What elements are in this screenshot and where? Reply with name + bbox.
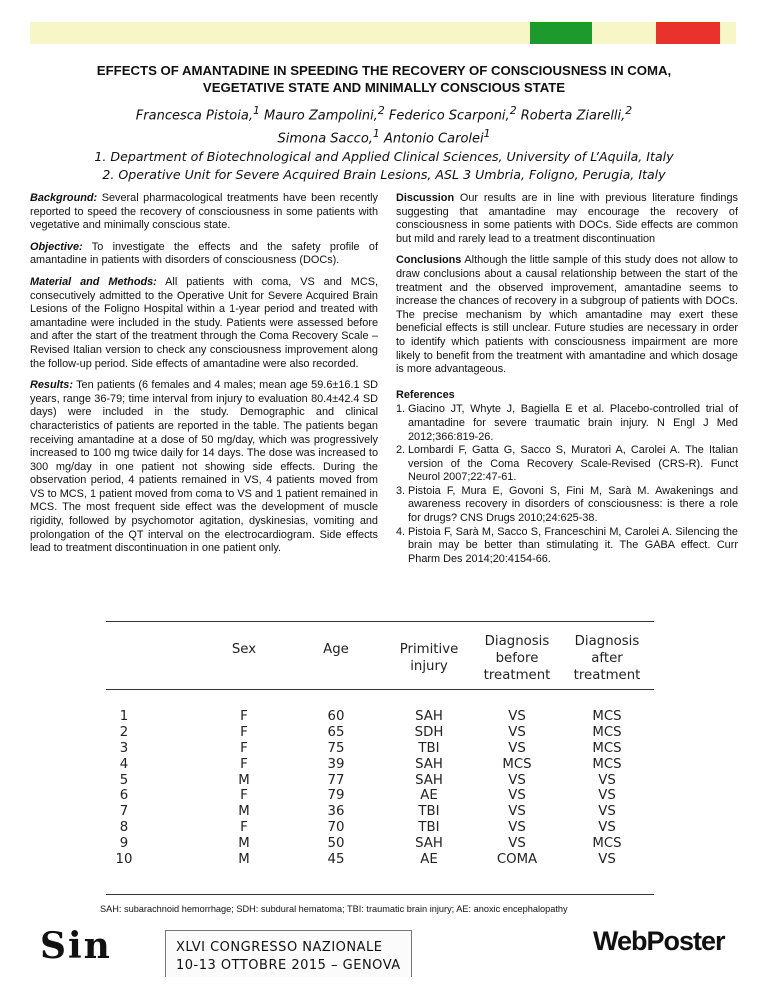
table-cell: F <box>240 709 248 724</box>
reference-item <box>396 403 738 444</box>
reference-text: Pistoia F, Mura E, Govoni S, Fini M, Sarà M. Awakenings and awareness recovery in disorders of consciousness: is there a role for drugs? CNS Drugs 2010;24:625-38. <box>408 484 738 525</box>
author-name: Simona Sacco, <box>277 131 373 147</box>
table-header-primitive-injury: Primitive injury <box>399 642 459 674</box>
table-cell: MCS <box>502 756 532 772</box>
table-col-before <box>476 709 558 868</box>
table-cell: COMA <box>496 852 538 868</box>
results-text: Ten patients (6 females and 4 males; mean age 59.6±16.1 SD years, range 36-79; time interval from injury to evaluation 80.4±42.4 SD days) were included in the study. Demographic and clinical characteristics of patients are reported in the table. The patients began receiving amantadine at a dose of 50 mg/day, which was progressively increased to 100 mg twice daily for 14 days. The dose was increased to 300 mg/day in one patient not showing side effects. During the observation period, 4 patients remained in VS, 4 patients moved from VS to MCS, 1 patient moved from coma to VS and 1 patient remained in MCS. The most frequent side effect was the development of muscle rigidity, followed by psychomotor agitation, dyskinesias, vomiting and prolongation of the QT interval on the electrocardiogram. Side effects lead to treatment discontinuation in one patient only. <box>30 379 378 555</box>
references-heading: References <box>396 388 455 401</box>
table-cell: VS <box>508 788 526 804</box>
reference-item <box>396 526 738 567</box>
discussion-text: Our results are in line with previous literature findings suggesting that amantadine may encourage the recovery of consciousness in some patients with DOCs. Side effects are common but mild and rarely lead to a treatment discontinuation <box>396 192 738 245</box>
table-cell: MCS <box>592 724 622 740</box>
author-affil: 1 <box>252 104 260 117</box>
author-name: Antonio Carolei <box>383 131 484 147</box>
flag-red-stripe <box>656 22 720 44</box>
table-cell: M <box>238 852 250 868</box>
table-cell: M <box>238 772 250 788</box>
table-cell: AE <box>420 788 438 804</box>
author-affil: 1 <box>372 127 380 141</box>
table-cell: VS <box>508 740 526 756</box>
table-cell: VS <box>598 772 616 788</box>
table-cell: MCS <box>592 709 622 724</box>
table-cell: VS <box>598 852 616 868</box>
title-line-1: EFFECTS OF AMANTADINE IN SPEEDING THE RECOVERY OF CONSCIOUSNESS IN COMA, <box>96 63 672 78</box>
table-cell: MCS <box>592 836 622 852</box>
table-cell: 5 <box>119 772 129 788</box>
table-cell: VS <box>508 804 526 820</box>
table-footnote: SAH: subarachnoid hemorrhage; SDH: subdural hematoma; TBI: traumatic brain injury; AE: anoxic encephalopathy <box>100 904 568 914</box>
table-cell: F <box>240 820 248 836</box>
table-cell: VS <box>598 788 616 804</box>
table-cell: SAH <box>415 772 443 788</box>
reference-item <box>396 444 738 485</box>
table-cell: TBI <box>418 740 440 756</box>
table-cell: 10 <box>115 852 133 868</box>
reference-text: Giacino JT, Whyte J, Bagiella E et al. Placebo-controlled trial of amantadine for severe traumatic brain injury. N Engl J Med 2012;366:819-26. <box>408 403 738 443</box>
table-cell: SAH <box>415 756 443 772</box>
table-cell: VS <box>508 709 526 724</box>
table-cell: VS <box>508 724 526 740</box>
table-cell: 45 <box>327 852 345 868</box>
methods-label: Material and Methods: <box>30 275 157 288</box>
table-col-after <box>566 709 648 868</box>
table-cell: 50 <box>327 836 345 852</box>
table-cell: MCS <box>592 756 622 772</box>
methods-section <box>30 276 378 371</box>
table-cell: VS <box>598 804 616 820</box>
affiliation-2: 2. Operative Unit for Severe Acquired Brain Lesions, ASL 3 Umbria, Foligno, Perugia, Italy <box>102 167 666 182</box>
results-section <box>30 379 378 556</box>
author-affil: 2 <box>625 104 633 117</box>
table-cell: 7 <box>119 804 129 820</box>
table-cell: 65 <box>327 724 345 740</box>
table-cell: F <box>240 788 248 804</box>
table-cell: F <box>240 740 248 756</box>
webposter-logo: WebPoster <box>593 926 725 956</box>
reference-number: 3. <box>396 484 406 497</box>
table-cell: 60 <box>327 709 345 724</box>
table-cell: 79 <box>327 788 345 804</box>
affiliations <box>20 148 748 184</box>
references-list <box>396 403 738 566</box>
reference-text: Pistoia F, Sarà M, Sacco S, Franceschini M, Carolei A. Silencing the brain may be better than stimulating it. The GABA effect. Curr Pharm Des 2014;20:4154-66. <box>408 525 738 565</box>
table-cell: VS <box>508 836 526 852</box>
author-name: Federico Scarponi, <box>388 108 510 124</box>
table-col-sex <box>212 709 276 868</box>
table-cell: 8 <box>119 820 129 836</box>
reference-text: Lombardi F, Gatta G, Sacco S, Muratori A, Carolei A. The Italian version of the Coma Recovery Scale-Revised (CRS-R). Funct Neurol 2007;22:47-61. <box>408 444 738 484</box>
title-line-2: VEGETATIVE STATE AND MINIMALLY CONSCIOUS STATE <box>202 80 566 95</box>
background-text: Several pharmacological treatments have been recently reported to speed the recovery of consciousness in some patients with vegetative and minimally conscious state. <box>30 192 378 232</box>
table-cell: 9 <box>119 836 129 852</box>
table-cell: 36 <box>327 804 345 820</box>
sin-logo: Sin <box>40 925 112 967</box>
table-cell: SAH <box>415 709 443 724</box>
congress-dates: 10-13 OTTOBRE 2015 – GENOVA <box>176 958 401 973</box>
table-cell: VS <box>598 820 616 836</box>
right-column <box>396 192 738 566</box>
author-name: Mauro Zampolini, <box>264 108 378 124</box>
table-col-injury <box>386 709 472 868</box>
table-cell: F <box>240 724 248 740</box>
table-cell: TBI <box>418 804 440 820</box>
author-affil: 2 <box>377 104 385 117</box>
flag-green-stripe <box>530 22 592 44</box>
table-cell: 3 <box>119 740 129 756</box>
congress-title: XLVI CONGRESSO NAZIONALE <box>176 940 383 955</box>
table-cell: VS <box>508 820 526 836</box>
reference-item <box>396 485 738 526</box>
poster-title <box>20 62 748 96</box>
conclusions-text: Although the little sample of this study does not allow to draw conclusions about a causal relationship between the start of the treatment and the observed improvement, amantadine seems to increase the chances of recovery in a subgroup of patients with DOCs. The precise mechanism by which amantadine may exert these beneficial effects is still unclear. Future studies are necessary in order to identify which patients with consciousness impairment are more likely to benefit from the treatment with amantadine and which dosage is more advantageous. <box>396 254 738 376</box>
table-cell: 77 <box>327 772 345 788</box>
table-col-id <box>104 709 144 868</box>
results-label: Results: <box>30 379 73 392</box>
table-cell: TBI <box>418 820 440 836</box>
table-cell: 75 <box>327 740 345 756</box>
table-header-age: Age <box>323 642 349 657</box>
table-cell: AE <box>420 852 438 868</box>
table-cell: F <box>240 756 248 772</box>
congress-box <box>165 930 412 977</box>
methods-text: All patients with coma, VS and MCS, consecutively admitted to the Operative Unit for Severe Acquired Brain Lesions of the Foligno Hospital within a 1-year period and treated with amantadine were included in the study. Patients were assessed before and after the start of the treatment through the Coma Recovery Scale – Revised Italian version to check any consciousness improvement along the follow-up period. Side effects of amantadine were also recorded. <box>30 275 379 370</box>
reference-number: 1. <box>396 403 406 416</box>
table-cell: 2 <box>119 724 129 740</box>
author-list <box>20 102 748 149</box>
objective-text: To investigate the effects and the safety profile of amantadine in patients with disorders of consciousness (DOCs). <box>30 240 378 267</box>
table-cell: 70 <box>327 820 345 836</box>
background-section <box>30 192 378 233</box>
discussion-section <box>396 192 738 246</box>
left-column <box>30 192 378 564</box>
table-cell: 4 <box>119 756 129 772</box>
header-band <box>30 22 736 44</box>
table-cell: 6 <box>119 788 129 804</box>
table-cell: MCS <box>592 740 622 756</box>
conclusions-label: Conclusions <box>396 254 462 267</box>
author-name: Francesca Pistoia, <box>135 108 253 124</box>
table-header-sex: Sex <box>231 642 257 657</box>
author-affil: 2 <box>509 104 517 117</box>
table-cell: SAH <box>415 836 443 852</box>
author-name: Roberta Ziarelli, <box>520 108 626 124</box>
table-cell: SDH <box>414 724 444 740</box>
discussion-label: Discussion <box>396 192 455 204</box>
reference-number: 2. <box>396 444 406 457</box>
objective-section <box>30 241 378 268</box>
table-col-age <box>300 709 372 868</box>
table-header-rule <box>106 689 654 690</box>
table-cell: 1 <box>119 709 129 724</box>
conclusions-section <box>396 254 738 376</box>
table-header-diagnosis-after: Diagnosis after treatment <box>573 634 641 683</box>
reference-number: 4. <box>396 525 406 538</box>
table-cell: 39 <box>327 756 345 772</box>
background-label: Background: <box>30 192 98 204</box>
objective-label: Objective: <box>30 240 83 253</box>
author-affil: 1 <box>483 127 491 141</box>
table-cell: M <box>238 836 250 852</box>
table-header-diagnosis-before: Diagnosis before treatment <box>483 634 551 683</box>
affiliation-1: 1. Department of Biotechnological and Applied Clinical Sciences, University of L’Aquila, Italy <box>94 149 674 164</box>
table-cell: M <box>238 804 250 820</box>
table-cell: VS <box>508 772 526 788</box>
